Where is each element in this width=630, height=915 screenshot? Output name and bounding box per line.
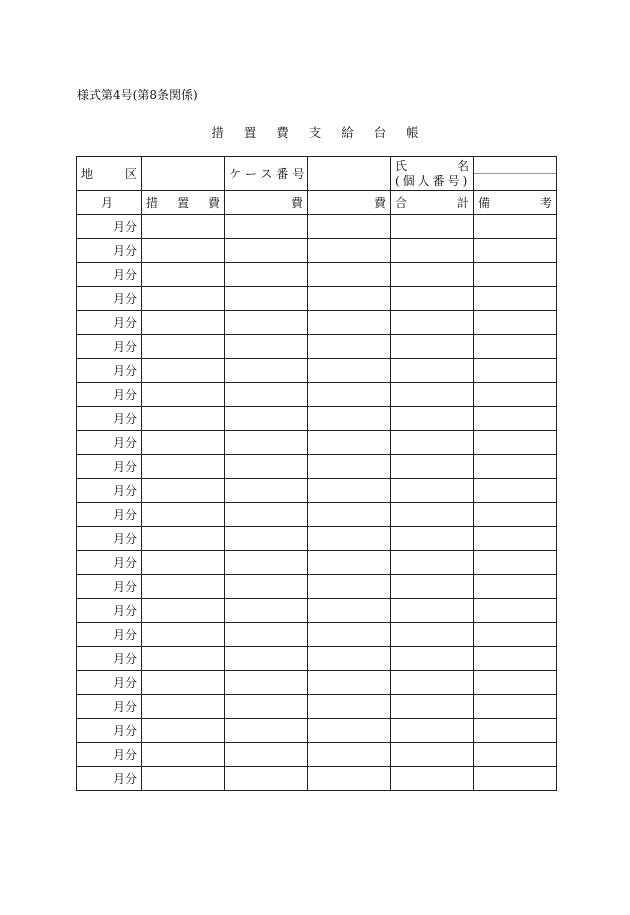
remarks-cell[interactable] (474, 527, 557, 551)
remarks-column-header (474, 191, 557, 215)
table-row (77, 479, 557, 503)
month-cell: 月分 (77, 455, 142, 479)
table-row (77, 623, 557, 647)
cost-a-cell[interactable] (225, 383, 308, 407)
remarks-cell[interactable] (474, 455, 557, 479)
cost-b-cell[interactable] (308, 311, 391, 335)
measure-cost-cell[interactable] (142, 719, 225, 743)
month-cell: 月分 (77, 407, 142, 431)
total-cell[interactable] (391, 407, 474, 431)
remarks-cell[interactable] (474, 671, 557, 695)
total-cell[interactable] (391, 743, 474, 767)
month-cell: 月分 (77, 215, 142, 239)
month-cell: 月分 (77, 359, 142, 383)
total-cell[interactable] (391, 671, 474, 695)
cost-a-cell[interactable] (225, 647, 308, 671)
district-label-cell (77, 157, 142, 191)
cost-a-cell[interactable] (225, 431, 308, 455)
measure-cost-cell[interactable] (142, 335, 225, 359)
month-column-header: 月 (77, 191, 142, 215)
total-cell[interactable] (391, 767, 474, 791)
table-row (77, 239, 557, 263)
table-row (77, 407, 557, 431)
measure-cost-cell[interactable] (142, 455, 225, 479)
table-row (77, 215, 557, 239)
cost-a-cell[interactable] (225, 719, 308, 743)
remarks-cell[interactable] (474, 599, 557, 623)
remarks-cell[interactable] (474, 719, 557, 743)
month-cell: 月分 (77, 623, 142, 647)
cost-a-cell[interactable] (225, 575, 308, 599)
total-cell[interactable] (391, 527, 474, 551)
cost-a-cell[interactable] (225, 551, 308, 575)
month-cell: 月分 (77, 695, 142, 719)
table-row (77, 743, 557, 767)
measure-cost-cell[interactable] (142, 527, 225, 551)
total-cell[interactable] (391, 239, 474, 263)
table-row (77, 527, 557, 551)
cost-b-cell[interactable] (308, 335, 391, 359)
measure-cost-cell[interactable] (142, 383, 225, 407)
cost-a-cell[interactable] (225, 287, 308, 311)
table-row (77, 671, 557, 695)
name-label-left: 氏 (395, 158, 408, 173)
table-row (77, 503, 557, 527)
month-cell: 月分 (77, 767, 142, 791)
measure-cost-cell[interactable] (142, 743, 225, 767)
month-cell: 月分 (77, 311, 142, 335)
remarks-cell[interactable] (474, 431, 557, 455)
table-row (77, 431, 557, 455)
remarks-cell[interactable] (474, 503, 557, 527)
remarks-cell[interactable] (474, 575, 557, 599)
measure-cost-cell[interactable] (142, 215, 225, 239)
total-cell[interactable] (391, 719, 474, 743)
measure-cost-cell[interactable] (142, 407, 225, 431)
total-cell[interactable] (391, 335, 474, 359)
cost-b-cell[interactable] (308, 551, 391, 575)
table-row (77, 335, 557, 359)
table-row (77, 311, 557, 335)
table-row (77, 263, 557, 287)
measure-cost-column-header (142, 191, 225, 215)
remarks-cell[interactable] (474, 383, 557, 407)
month-cell: 月分 (77, 671, 142, 695)
month-cell: 月分 (77, 599, 142, 623)
individual-number-label: (個人番号) (395, 173, 471, 188)
measure-cost-cell[interactable] (142, 695, 225, 719)
total-cell[interactable] (391, 431, 474, 455)
total-header-right: 計 (456, 196, 469, 210)
name-label-right: 名 (456, 158, 469, 173)
remarks-cell[interactable] (474, 215, 557, 239)
cost-a-cell[interactable] (225, 455, 308, 479)
form-number-label: 様式第4号(第8条関係) (77, 88, 198, 102)
month-cell: 月分 (77, 719, 142, 743)
month-cell: 月分 (77, 503, 142, 527)
total-cell[interactable] (391, 455, 474, 479)
cost-b-cell[interactable] (308, 599, 391, 623)
remarks-cell[interactable] (474, 695, 557, 719)
month-cell: 月分 (77, 527, 142, 551)
header-info-row (77, 157, 557, 191)
remarks-cell[interactable] (474, 479, 557, 503)
table-row (77, 599, 557, 623)
remarks-cell[interactable] (474, 767, 557, 791)
remarks-cell[interactable] (474, 287, 557, 311)
remarks-header-left: 備 (478, 196, 491, 210)
cost-b-cell[interactable] (308, 743, 391, 767)
measure-cost-cell[interactable] (142, 431, 225, 455)
total-column-header (391, 191, 474, 215)
total-cell[interactable] (391, 551, 474, 575)
case-number-value-cell[interactable] (308, 157, 391, 191)
total-cell[interactable] (391, 623, 474, 647)
cost-a-cell[interactable] (225, 359, 308, 383)
cost-b-cell[interactable] (308, 455, 391, 479)
cost-a-cell[interactable] (225, 263, 308, 287)
column-header-row (77, 191, 557, 215)
table-row (77, 719, 557, 743)
measure-cost-cell[interactable] (142, 647, 225, 671)
measure-cost-cell[interactable] (142, 623, 225, 647)
cost-a-column-header: 費 (225, 191, 308, 215)
total-cell[interactable] (391, 695, 474, 719)
document-title: 措 置 費 支 給 台 帳 (211, 125, 427, 140)
month-cell: 月分 (77, 479, 142, 503)
cost-b-cell[interactable] (308, 383, 391, 407)
cost-b-cell[interactable] (308, 575, 391, 599)
cost-b-cell[interactable] (308, 431, 391, 455)
cost-b-column-header: 費 (308, 191, 391, 215)
remarks-cell[interactable] (474, 359, 557, 383)
table-row (77, 287, 557, 311)
total-cell[interactable] (391, 383, 474, 407)
name-label-cell (391, 157, 474, 191)
cost-a-cell[interactable] (225, 743, 308, 767)
cost-a-cell[interactable] (225, 215, 308, 239)
remarks-cell[interactable] (474, 743, 557, 767)
remarks-cell[interactable] (474, 239, 557, 263)
total-cell[interactable] (391, 215, 474, 239)
cost-b-cell[interactable] (308, 647, 391, 671)
cost-b-cell[interactable] (308, 503, 391, 527)
cost-b-cell[interactable] (308, 263, 391, 287)
month-cell: 月分 (77, 239, 142, 263)
measure-cost-cell[interactable] (142, 287, 225, 311)
remarks-cell[interactable] (474, 407, 557, 431)
table-row (77, 575, 557, 599)
table-row (77, 767, 557, 791)
payment-ledger-table (76, 156, 557, 791)
table-row (77, 695, 557, 719)
measure-cost-cell[interactable] (142, 263, 225, 287)
case-number-label: ケース番号 (225, 157, 308, 191)
cost-a-cell[interactable] (225, 623, 308, 647)
cost-a-cell[interactable] (225, 527, 308, 551)
measure-cost-cell[interactable] (142, 311, 225, 335)
measure-cost-cell[interactable] (142, 479, 225, 503)
total-header-left: 合 (395, 196, 408, 210)
measure-cost-header-char-1: 措 (146, 196, 159, 210)
measure-cost-cell[interactable] (142, 239, 225, 263)
table-row (77, 455, 557, 479)
month-cell: 月分 (77, 335, 142, 359)
cost-a-cell[interactable] (225, 503, 308, 527)
month-cell: 月分 (77, 743, 142, 767)
cost-b-cell[interactable] (308, 671, 391, 695)
measure-cost-cell[interactable] (142, 359, 225, 383)
cost-b-cell[interactable] (308, 767, 391, 791)
measure-cost-cell[interactable] (142, 671, 225, 695)
remarks-header-right: 考 (539, 196, 552, 210)
month-cell: 月分 (77, 575, 142, 599)
month-cell: 月分 (77, 287, 142, 311)
district-label-right: 区 (124, 167, 137, 181)
cost-b-cell[interactable] (308, 359, 391, 383)
cost-a-cell[interactable] (225, 671, 308, 695)
district-value-cell[interactable] (142, 157, 225, 191)
measure-cost-header-char-3: 費 (207, 196, 220, 210)
name-field[interactable] (474, 157, 556, 174)
total-cell[interactable] (391, 599, 474, 623)
table-row (77, 551, 557, 575)
month-cell: 月分 (77, 383, 142, 407)
measure-cost-cell[interactable] (142, 503, 225, 527)
table-row (77, 647, 557, 671)
remarks-cell[interactable] (474, 551, 557, 575)
cost-a-cell[interactable] (225, 311, 308, 335)
total-cell[interactable] (391, 311, 474, 335)
measure-cost-cell[interactable] (142, 551, 225, 575)
cost-a-cell[interactable] (225, 767, 308, 791)
total-cell[interactable] (391, 479, 474, 503)
cost-b-cell[interactable] (308, 527, 391, 551)
name-value-cell[interactable] (474, 157, 557, 191)
remarks-cell[interactable] (474, 311, 557, 335)
cost-b-cell[interactable] (308, 239, 391, 263)
cost-b-cell[interactable] (308, 695, 391, 719)
month-cell: 月分 (77, 551, 142, 575)
cost-a-cell[interactable] (225, 695, 308, 719)
cost-a-cell[interactable] (225, 335, 308, 359)
total-cell[interactable] (391, 359, 474, 383)
measure-cost-cell[interactable] (142, 599, 225, 623)
cost-a-cell[interactable] (225, 239, 308, 263)
remarks-cell[interactable] (474, 647, 557, 671)
cost-b-cell[interactable] (308, 215, 391, 239)
table-row (77, 359, 557, 383)
cost-a-cell[interactable] (225, 479, 308, 503)
measure-cost-cell[interactable] (142, 575, 225, 599)
cost-a-cell[interactable] (225, 599, 308, 623)
cost-b-cell[interactable] (308, 479, 391, 503)
month-cell: 月分 (77, 647, 142, 671)
total-cell[interactable] (391, 263, 474, 287)
month-cell: 月分 (77, 263, 142, 287)
district-label-left: 地 (81, 167, 94, 181)
total-cell[interactable] (391, 647, 474, 671)
remarks-cell[interactable] (474, 623, 557, 647)
measure-cost-header-char-2: 置 (176, 196, 189, 210)
cost-b-cell[interactable] (308, 407, 391, 431)
month-cell: 月分 (77, 431, 142, 455)
cost-b-cell[interactable] (308, 719, 391, 743)
individual-number-field[interactable] (474, 174, 556, 190)
total-cell[interactable] (391, 575, 474, 599)
cost-b-cell[interactable] (308, 287, 391, 311)
table-row (77, 383, 557, 407)
cost-b-cell[interactable] (308, 623, 391, 647)
total-cell[interactable] (391, 503, 474, 527)
cost-a-cell[interactable] (225, 407, 308, 431)
measure-cost-cell[interactable] (142, 767, 225, 791)
remarks-cell[interactable] (474, 335, 557, 359)
remarks-cell[interactable] (474, 263, 557, 287)
total-cell[interactable] (391, 287, 474, 311)
